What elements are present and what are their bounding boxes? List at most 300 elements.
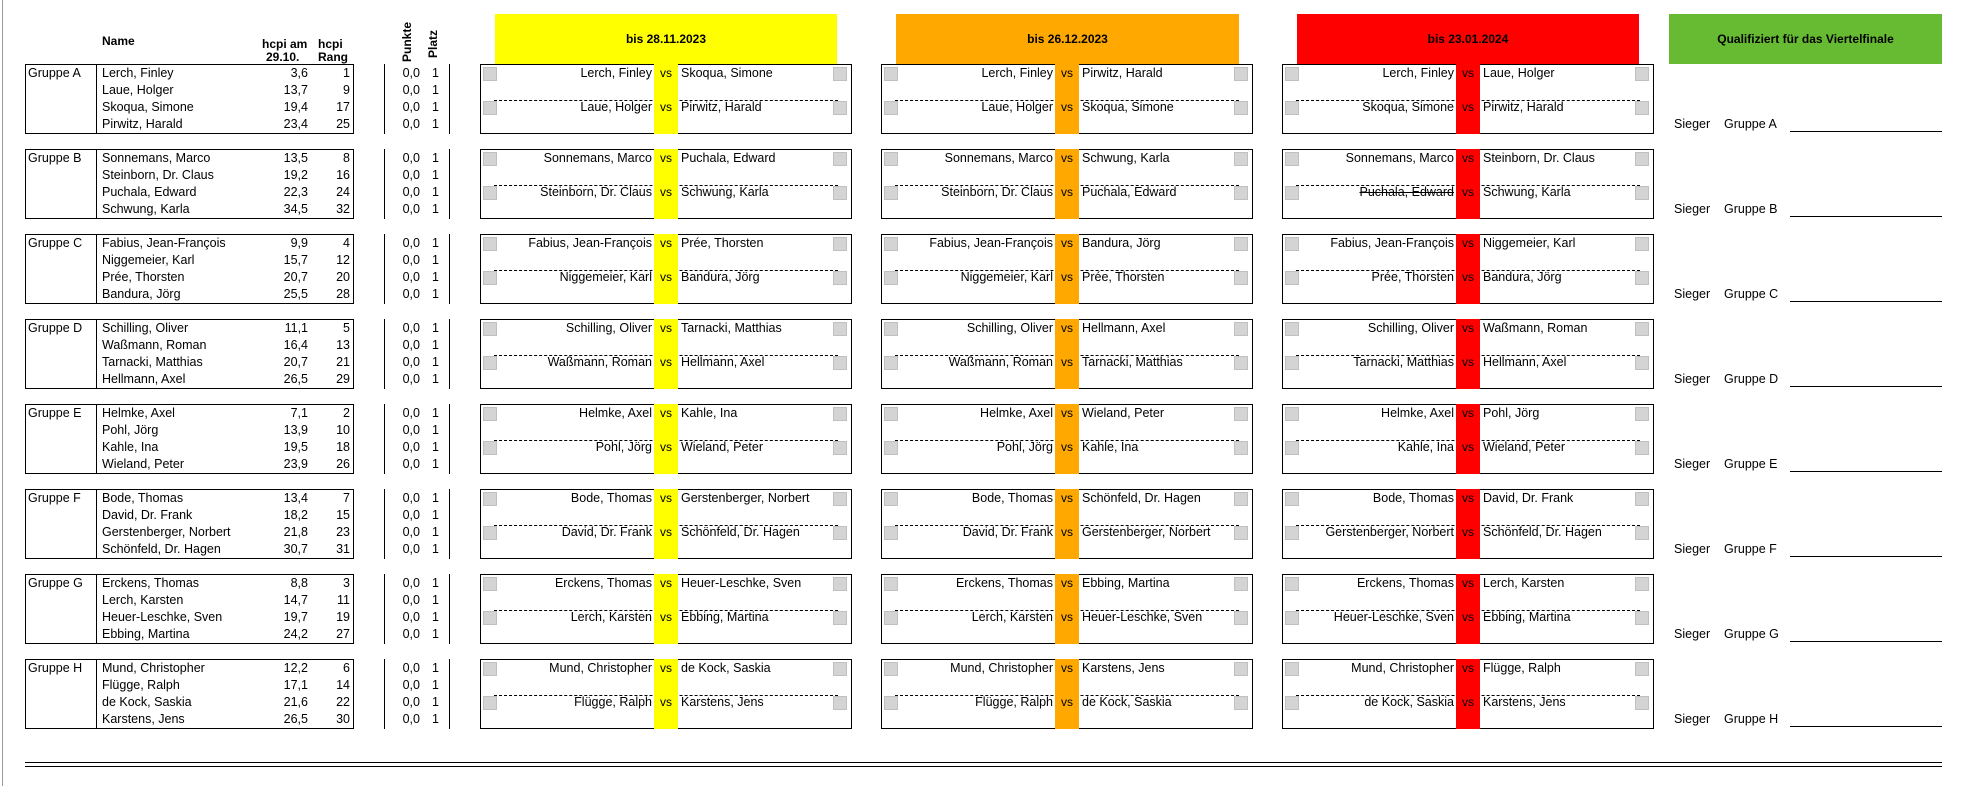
result-checkbox-left[interactable]	[483, 67, 497, 81]
result-checkbox-right[interactable]	[1234, 407, 1248, 421]
match-player-away: David, Dr. Frank	[1483, 491, 1574, 505]
player-name: Erckens, Thomas	[102, 576, 200, 590]
player-rank: 22	[336, 695, 350, 709]
result-checkbox-left[interactable]	[1285, 526, 1299, 540]
result-checkbox-right[interactable]	[833, 101, 847, 115]
vs-label: vs	[660, 355, 672, 369]
result-checkbox-left[interactable]	[884, 101, 898, 115]
match-player-away: Puchala, Edward	[681, 151, 776, 165]
player-name: Bandura, Jörg	[102, 287, 181, 301]
group-name: Gruppe F	[28, 491, 81, 505]
vs-label: vs	[1462, 355, 1474, 369]
match-player-home: Erckens, Thomas	[1356, 576, 1454, 590]
player-rank: 10	[336, 423, 350, 437]
player-points: 0,0	[402, 355, 420, 369]
result-checkbox-right[interactable]	[1234, 577, 1248, 591]
vs-label: vs	[1061, 406, 1073, 420]
player-hcpi: 17,1	[283, 678, 308, 692]
match-player-away: Skoqua, Simone	[1082, 100, 1174, 114]
header-hcpi-line1: hcpi am	[262, 37, 308, 51]
result-checkbox-left[interactable]	[884, 271, 898, 285]
match-player-away: Prée, Thorsten	[1082, 270, 1165, 284]
player-rank: 25	[336, 117, 350, 131]
match-player-away: Bandura, Jörg	[1483, 270, 1562, 284]
vs-label: vs	[660, 151, 672, 165]
result-checkbox-right[interactable]	[833, 492, 847, 506]
match-player-home: Fabius, Jean-François	[528, 236, 652, 250]
vs-label: vs	[1462, 66, 1474, 80]
match-player-home: Flügge, Ralph	[975, 695, 1053, 709]
points-left-line	[384, 574, 385, 644]
vs-label: vs	[1061, 576, 1073, 590]
result-checkbox-right[interactable]	[1234, 662, 1248, 676]
vs-label: vs	[1462, 610, 1474, 624]
match-player-home: Bode, Thomas	[570, 491, 652, 505]
result-checkbox-right[interactable]	[833, 696, 847, 710]
result-checkbox-right[interactable]	[833, 407, 847, 421]
result-checkbox-right[interactable]	[833, 526, 847, 540]
player-hcpi: 15,7	[283, 253, 308, 267]
result-checkbox-left[interactable]	[483, 441, 497, 455]
player-name: Fabius, Jean-François	[102, 236, 226, 250]
result-checkbox-left[interactable]	[483, 407, 497, 421]
player-points: 0,0	[402, 661, 420, 675]
player-points: 0,0	[402, 491, 420, 505]
player-points: 0,0	[402, 270, 420, 284]
winner-label: Sieger	[1674, 627, 1711, 641]
result-checkbox-right[interactable]	[1234, 441, 1248, 455]
result-checkbox-right[interactable]	[833, 67, 847, 81]
match-player-home: Waßmann, Roman	[547, 355, 652, 369]
result-checkbox-right[interactable]	[1234, 696, 1248, 710]
player-place: 1	[432, 610, 439, 624]
player-name: Pohl, Jörg	[102, 423, 159, 437]
player-hcpi: 25,5	[283, 287, 308, 301]
result-checkbox-right[interactable]	[1234, 526, 1248, 540]
player-hcpi: 34,5	[283, 202, 308, 216]
result-checkbox-right[interactable]	[1234, 186, 1248, 200]
result-checkbox-right[interactable]	[1234, 152, 1248, 166]
match-player-away: de Kock, Saskia	[1082, 695, 1172, 709]
result-checkbox-left[interactable]	[483, 696, 497, 710]
winner-entry-line[interactable]	[1790, 556, 1942, 557]
player-place: 1	[432, 66, 439, 80]
result-checkbox-right[interactable]	[833, 186, 847, 200]
match-player-away: Hellmann, Axel	[1082, 321, 1166, 335]
player-place: 1	[432, 712, 439, 726]
result-checkbox-right[interactable]	[833, 152, 847, 166]
player-place: 1	[432, 576, 439, 590]
result-checkbox-right[interactable]	[1234, 322, 1248, 336]
player-name: Heuer-Leschke, Sven	[102, 610, 223, 624]
result-checkbox-left[interactable]	[884, 407, 898, 421]
match-player-away: Lerch, Karsten	[1483, 576, 1565, 590]
result-checkbox-right[interactable]	[1635, 271, 1649, 285]
match-player-away: Schwung, Karla	[1483, 185, 1571, 199]
result-checkbox-right[interactable]	[833, 441, 847, 455]
vs-label: vs	[660, 661, 672, 675]
result-checkbox-left[interactable]	[483, 271, 497, 285]
result-checkbox-right[interactable]	[1635, 101, 1649, 115]
vs-label: vs	[1462, 100, 1474, 114]
result-checkbox-left[interactable]	[884, 492, 898, 506]
player-points: 0,0	[402, 576, 420, 590]
player-points: 0,0	[402, 712, 420, 726]
result-checkbox-left[interactable]	[483, 662, 497, 676]
group-name: Gruppe B	[28, 151, 82, 165]
player-rank: 32	[336, 202, 350, 216]
vs-label: vs	[660, 185, 672, 199]
result-checkbox-left[interactable]	[884, 322, 898, 336]
winner-entry-line[interactable]	[1790, 386, 1942, 387]
points-left-line	[384, 234, 385, 304]
result-checkbox-right[interactable]	[1234, 492, 1248, 506]
match-player-home: Puchala, Edward	[1359, 185, 1454, 199]
result-checkbox-right[interactable]	[1234, 271, 1248, 285]
result-checkbox-right[interactable]	[833, 237, 847, 251]
result-checkbox-right[interactable]	[1635, 611, 1649, 625]
result-checkbox-right[interactable]	[1234, 101, 1248, 115]
winner-label: Sieger	[1674, 372, 1711, 386]
player-rank: 21	[336, 355, 350, 369]
result-checkbox-left[interactable]	[884, 67, 898, 81]
result-checkbox-left[interactable]	[483, 152, 497, 166]
result-checkbox-right[interactable]	[1635, 152, 1649, 166]
result-checkbox-right[interactable]	[1234, 356, 1248, 370]
player-hcpi: 13,4	[283, 491, 308, 505]
match-player-away: Steinborn, Dr. Claus	[1483, 151, 1595, 165]
match-player-home: Lerch, Finley	[1382, 66, 1454, 80]
player-place: 1	[432, 525, 439, 539]
result-checkbox-right[interactable]	[1635, 662, 1649, 676]
winner-entry-line[interactable]	[1790, 641, 1942, 642]
result-checkbox-right[interactable]	[833, 611, 847, 625]
vs-label: vs	[1061, 66, 1073, 80]
result-checkbox-right[interactable]	[833, 356, 847, 370]
player-place: 1	[432, 593, 439, 607]
vs-label: vs	[1061, 236, 1073, 250]
vs-label: vs	[660, 270, 672, 284]
player-hcpi: 18,2	[283, 508, 308, 522]
player-name: Prée, Thorsten	[102, 270, 185, 284]
player-rank: 7	[343, 491, 350, 505]
player-name: Flügge, Ralph	[102, 678, 180, 692]
vs-label: vs	[1462, 406, 1474, 420]
match-player-away: Schwung, Karla	[681, 185, 769, 199]
player-rank: 30	[336, 712, 350, 726]
group-name: Gruppe D	[28, 321, 83, 335]
result-checkbox-right[interactable]	[1234, 611, 1248, 625]
player-rank: 8	[343, 151, 350, 165]
player-points: 0,0	[402, 253, 420, 267]
player-points: 0,0	[402, 508, 420, 522]
player-hcpi: 21,6	[283, 695, 308, 709]
player-place: 1	[432, 440, 439, 454]
vs-label: vs	[1061, 185, 1073, 199]
player-hcpi: 21,8	[283, 525, 308, 539]
player-place: 1	[432, 661, 439, 675]
player-points: 0,0	[402, 83, 420, 97]
vs-label: vs	[1462, 321, 1474, 335]
player-name: Skoqua, Simone	[102, 100, 194, 114]
result-checkbox-left[interactable]	[884, 441, 898, 455]
group-name: Gruppe H	[28, 661, 83, 675]
result-checkbox-right[interactable]	[1635, 492, 1649, 506]
match-player-home: Mund, Christopher	[1351, 661, 1454, 675]
result-checkbox-left[interactable]	[1285, 271, 1299, 285]
round-header-2	[896, 14, 1239, 64]
player-points: 0,0	[402, 525, 420, 539]
result-checkbox-left[interactable]	[1285, 577, 1299, 591]
result-checkbox-right[interactable]	[1635, 696, 1649, 710]
player-name: Hellmann, Axel	[102, 372, 186, 386]
result-checkbox-left[interactable]	[1285, 696, 1299, 710]
result-checkbox-right[interactable]	[1635, 441, 1649, 455]
points-left-line	[384, 64, 385, 134]
player-name: Wieland, Peter	[102, 457, 184, 471]
match-player-away: de Kock, Saskia	[681, 661, 771, 675]
result-checkbox-right[interactable]	[833, 662, 847, 676]
result-checkbox-right[interactable]	[833, 271, 847, 285]
player-rank: 24	[336, 185, 350, 199]
player-name: Schilling, Oliver	[102, 321, 189, 335]
result-checkbox-left[interactable]	[1285, 662, 1299, 676]
vs-label: vs	[660, 576, 672, 590]
result-checkbox-left[interactable]	[884, 577, 898, 591]
result-checkbox-left[interactable]	[1285, 441, 1299, 455]
result-checkbox-left[interactable]	[884, 186, 898, 200]
player-name: Lerch, Karsten	[102, 593, 184, 607]
player-name: Steinborn, Dr. Claus	[102, 168, 214, 182]
player-name: Pirwitz, Harald	[102, 117, 183, 131]
vs-label: vs	[1061, 151, 1073, 165]
vs-label: vs	[660, 440, 672, 454]
match-player-away: Schönfeld, Dr. Hagen	[681, 525, 800, 539]
vs-label: vs	[1061, 491, 1073, 505]
match-player-home: Tarnacki, Matthias	[1353, 355, 1454, 369]
player-place: 1	[432, 185, 439, 199]
winner-entry-line[interactable]	[1790, 131, 1942, 132]
winner-entry-line[interactable]	[1790, 301, 1942, 302]
player-rank: 11	[337, 593, 350, 607]
bottom-rule-2	[25, 766, 1942, 767]
match-player-away: Waßmann, Roman	[1483, 321, 1588, 335]
points-right-line	[449, 234, 450, 304]
match-player-away: Schönfeld, Dr. Hagen	[1483, 525, 1602, 539]
match-player-home: Erckens, Thomas	[955, 576, 1053, 590]
vs-label: vs	[660, 695, 672, 709]
player-name: Bode, Thomas	[102, 491, 184, 505]
bottom-rule-1	[25, 762, 1942, 763]
match-player-away: Kahle, Ina	[681, 406, 738, 420]
result-checkbox-left[interactable]	[483, 237, 497, 251]
match-player-home: Helmke, Axel	[1381, 406, 1454, 420]
player-points: 0,0	[402, 593, 420, 607]
match-player-away: Wieland, Peter	[681, 440, 763, 454]
result-checkbox-left[interactable]	[1285, 67, 1299, 81]
player-rank: 28	[336, 287, 350, 301]
match-player-away: Wieland, Peter	[1483, 440, 1565, 454]
match-player-away: Gerstenberger, Norbert	[681, 491, 810, 505]
player-rank: 15	[336, 508, 350, 522]
match-player-away: Karstens, Jens	[1483, 695, 1566, 709]
winner-group-label: Gruppe H	[1724, 712, 1779, 726]
result-checkbox-left[interactable]	[1285, 407, 1299, 421]
player-hcpi: 24,2	[283, 627, 308, 641]
match-player-away: Ebbing, Martina	[1082, 576, 1170, 590]
player-name: Schönfeld, Dr. Hagen	[102, 542, 221, 556]
player-place: 1	[432, 406, 439, 420]
match-player-home: Fabius, Jean-François	[929, 236, 1053, 250]
match-player-home: Laue, Holger	[981, 100, 1053, 114]
result-checkbox-left[interactable]	[483, 492, 497, 506]
player-place: 1	[432, 202, 439, 216]
result-checkbox-left[interactable]	[1285, 322, 1299, 336]
winner-entry-line[interactable]	[1790, 471, 1942, 472]
player-hcpi: 13,7	[283, 83, 308, 97]
player-hcpi: 19,4	[283, 100, 308, 114]
match-player-away: Pirwitz, Harald	[681, 100, 762, 114]
match-player-away: Puchala, Edward	[1082, 185, 1177, 199]
player-hcpi: 7,1	[290, 406, 308, 420]
match-player-away: Pirwitz, Harald	[1082, 66, 1163, 80]
match-player-home: Helmke, Axel	[980, 406, 1053, 420]
result-checkbox-left[interactable]	[483, 611, 497, 625]
result-checkbox-left[interactable]	[1285, 611, 1299, 625]
player-place: 1	[432, 457, 439, 471]
player-name: Mund, Christopher	[102, 661, 205, 675]
result-checkbox-right[interactable]	[1635, 322, 1649, 336]
winner-group-label: Gruppe A	[1724, 117, 1777, 131]
vs-label: vs	[1061, 321, 1073, 335]
winner-entry-line[interactable]	[1790, 726, 1942, 727]
result-checkbox-left[interactable]	[1285, 186, 1299, 200]
result-checkbox-left[interactable]	[884, 152, 898, 166]
result-checkbox-right[interactable]	[1635, 577, 1649, 591]
result-checkbox-right[interactable]	[1635, 237, 1649, 251]
player-points: 0,0	[402, 440, 420, 454]
player-place: 1	[432, 253, 439, 267]
player-points: 0,0	[402, 610, 420, 624]
winner-group-label: Gruppe D	[1724, 372, 1779, 386]
player-place: 1	[432, 678, 439, 692]
winner-group-label: Gruppe C	[1724, 287, 1779, 301]
vs-label: vs	[1061, 270, 1073, 284]
match-player-home: Skoqua, Simone	[1362, 100, 1454, 114]
result-checkbox-left[interactable]	[884, 237, 898, 251]
player-place: 1	[432, 83, 439, 97]
result-checkbox-left[interactable]	[1285, 492, 1299, 506]
result-checkbox-left[interactable]	[884, 526, 898, 540]
player-points: 0,0	[402, 372, 420, 386]
player-place: 1	[432, 338, 439, 352]
result-checkbox-right[interactable]	[1635, 526, 1649, 540]
player-points: 0,0	[402, 338, 420, 352]
winner-group-label: Gruppe F	[1724, 542, 1777, 556]
result-checkbox-right[interactable]	[1635, 67, 1649, 81]
result-checkbox-left[interactable]	[483, 322, 497, 336]
header-name: Name	[102, 34, 135, 48]
match-player-home: Waßmann, Roman	[948, 355, 1053, 369]
points-left-line	[384, 319, 385, 389]
group-box-divider	[96, 234, 97, 304]
result-checkbox-right[interactable]	[833, 322, 847, 336]
result-checkbox-left[interactable]	[1285, 237, 1299, 251]
player-rank: 1	[343, 66, 350, 80]
vs-label: vs	[660, 406, 672, 420]
player-points: 0,0	[402, 627, 420, 641]
result-checkbox-left[interactable]	[1285, 101, 1299, 115]
result-checkbox-left[interactable]	[483, 577, 497, 591]
result-checkbox-left[interactable]	[884, 662, 898, 676]
points-right-line	[449, 404, 450, 474]
header-platz: Platz	[426, 30, 440, 59]
result-checkbox-right[interactable]	[1635, 407, 1649, 421]
player-place: 1	[432, 117, 439, 131]
result-checkbox-left[interactable]	[483, 186, 497, 200]
player-points: 0,0	[402, 236, 420, 250]
result-checkbox-right[interactable]	[1635, 186, 1649, 200]
match-player-home: Prée, Thorsten	[1371, 270, 1454, 284]
player-rank: 27	[336, 627, 350, 641]
player-hcpi: 23,9	[283, 457, 308, 471]
result-checkbox-left[interactable]	[1285, 152, 1299, 166]
points-left-line	[384, 659, 385, 729]
player-place: 1	[432, 355, 439, 369]
result-checkbox-left[interactable]	[1285, 356, 1299, 370]
vs-label: vs	[660, 525, 672, 539]
result-checkbox-right[interactable]	[1635, 356, 1649, 370]
player-hcpi: 20,7	[283, 270, 308, 284]
points-right-line	[449, 64, 450, 134]
vs-label: vs	[660, 610, 672, 624]
result-checkbox-left[interactable]	[483, 356, 497, 370]
player-rank: 29	[336, 372, 350, 386]
match-player-home: Sonnemans, Marco	[543, 151, 652, 165]
match-player-away: Karstens, Jens	[681, 695, 764, 709]
player-hcpi: 22,3	[283, 185, 308, 199]
vs-label: vs	[660, 66, 672, 80]
match-player-home: Sonnemans, Marco	[944, 151, 1053, 165]
points-left-line	[384, 149, 385, 219]
player-rank: 3	[343, 576, 350, 590]
group-box-divider	[96, 64, 97, 134]
vs-label: vs	[1061, 661, 1073, 675]
winner-label: Sieger	[1674, 117, 1711, 131]
player-hcpi: 13,9	[283, 423, 308, 437]
result-checkbox-right[interactable]	[1234, 67, 1248, 81]
vs-label: vs	[1061, 355, 1073, 369]
result-checkbox-left[interactable]	[884, 696, 898, 710]
player-place: 1	[432, 321, 439, 335]
match-player-away: Karstens, Jens	[1082, 661, 1165, 675]
player-points: 0,0	[402, 66, 420, 80]
match-player-home: Steinborn, Dr. Claus	[540, 185, 652, 199]
player-hcpi: 3,6	[290, 66, 308, 80]
winner-entry-line[interactable]	[1790, 216, 1942, 217]
player-hcpi: 16,4	[283, 338, 308, 352]
result-checkbox-left[interactable]	[483, 526, 497, 540]
result-checkbox-right[interactable]	[833, 577, 847, 591]
match-player-away: Prée, Thorsten	[681, 236, 764, 250]
match-player-home: Flügge, Ralph	[574, 695, 652, 709]
round-header-1-label: bis 28.11.2023	[625, 32, 707, 46]
result-checkbox-left[interactable]	[884, 611, 898, 625]
result-checkbox-left[interactable]	[483, 101, 497, 115]
match-player-home: Bode, Thomas	[971, 491, 1053, 505]
result-checkbox-right[interactable]	[1234, 237, 1248, 251]
result-checkbox-left[interactable]	[884, 356, 898, 370]
